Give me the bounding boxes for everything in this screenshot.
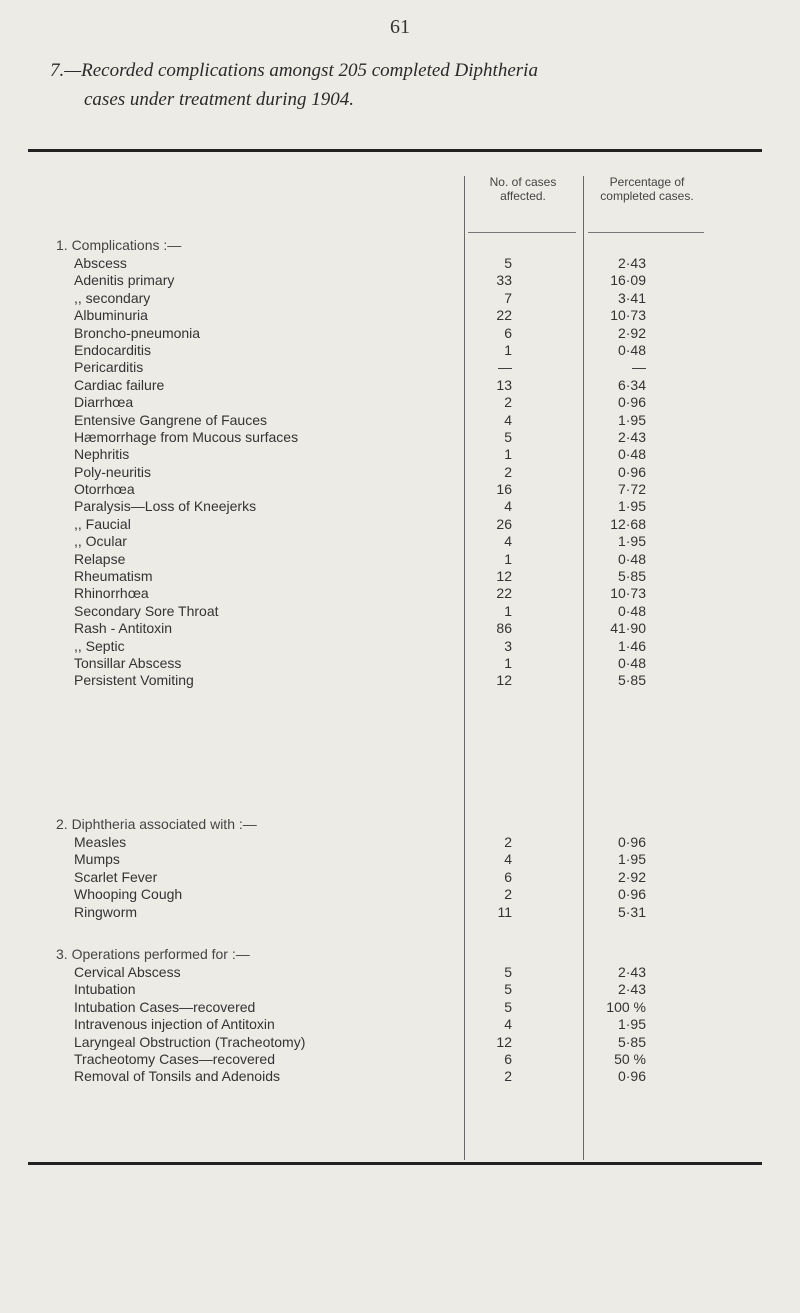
table-row (0, 359, 800, 376)
row-label: Secondary Sore Throat (74, 602, 219, 619)
header-percentage: Percentage of completed cases. (600, 175, 694, 203)
row-label: Endocarditis (74, 341, 152, 358)
table-row (0, 886, 800, 903)
row-percentage: 5·85 (617, 672, 646, 689)
row-percentage: 2·92 (617, 868, 646, 885)
row-label: Broncho-pneumonia (74, 324, 201, 341)
table-row (0, 851, 800, 868)
row-label: Paralysis—Loss of Kneejerks (74, 498, 257, 515)
row-percentage: 0·96 (617, 886, 646, 903)
table-row (0, 272, 800, 289)
row-label: Tonsillar Abscess (74, 654, 182, 671)
table-row (0, 498, 800, 515)
row-cases: 11 (497, 903, 512, 920)
section-rows (0, 255, 800, 690)
row-label: Relapse (74, 550, 126, 567)
row-percentage: 0·96 (617, 834, 646, 850)
row-cases: 6 (504, 868, 512, 885)
table-row (0, 904, 800, 921)
row-label: Removal of Tonsils and Adenoids (74, 1068, 280, 1085)
table-row (0, 964, 800, 981)
row-percentage: 0·48 (617, 550, 646, 567)
table-row (0, 620, 800, 637)
row-label: Cardiac failure (74, 376, 165, 393)
row-label: Entensive Gangrene of Fauces (74, 411, 268, 428)
row-percentage: 1·46 (617, 637, 646, 654)
row-label: Laryngeal Obstruction (Tracheotomy) (74, 1033, 306, 1050)
section-title: 3. Operations performed for :— (56, 946, 250, 962)
row-label: Poly-neuritis (74, 463, 152, 480)
row-label: Hæmorrhage from Mucous surfaces (74, 428, 299, 445)
row-percentage: 10·73 (610, 307, 646, 324)
header-rule (468, 232, 576, 233)
table-row (0, 533, 800, 550)
table-row (0, 255, 800, 272)
table-row (0, 394, 800, 411)
row-label: ,, secondary (74, 289, 151, 306)
row-cases: 2 (504, 834, 512, 850)
row-cases: 2 (504, 886, 512, 903)
table-row (0, 1068, 800, 1085)
row-label: Persistent Vomiting (74, 672, 194, 689)
row-cases: 5 (504, 964, 512, 980)
row-percentage: 0·96 (617, 394, 646, 411)
row-label: Mumps (74, 851, 120, 868)
row-cases: 3 (504, 637, 512, 654)
row-percentage: 0·48 (617, 446, 646, 463)
row-cases: 5 (504, 998, 512, 1015)
row-percentage: 2·92 (617, 324, 646, 341)
table-row (0, 672, 800, 689)
row-cases: 5 (504, 428, 512, 445)
table-row (0, 1051, 800, 1068)
row-label: Rhinorrhœa (74, 585, 149, 602)
row-percentage: 3·41 (617, 289, 646, 306)
row-percentage: 7·72 (617, 481, 646, 498)
row-percentage: 0·48 (617, 654, 646, 671)
row-percentage: 5·85 (617, 1033, 646, 1050)
row-cases: 1 (504, 446, 512, 463)
table-row (0, 603, 800, 620)
row-cases: 12 (496, 1033, 512, 1050)
table-row (0, 446, 800, 463)
row-label: ,, Septic (74, 637, 125, 654)
table-row (0, 325, 800, 342)
row-label: Adenitis primary (74, 272, 175, 289)
row-cases: 4 (504, 851, 512, 868)
row-cases: 6 (504, 324, 512, 341)
row-percentage: 2·43 (617, 255, 646, 271)
row-cases: 86 (496, 620, 512, 637)
row-cases: 5 (504, 255, 512, 271)
row-percentage: 12·68 (610, 515, 646, 532)
row-label: Whooping Cough (74, 886, 183, 903)
row-label: ,, Faucial (74, 515, 131, 532)
row-cases: 16 (496, 481, 512, 498)
row-cases: — (498, 359, 512, 376)
row-percentage: 16·09 (610, 272, 646, 289)
row-percentage: 2·43 (617, 964, 646, 980)
table-row (0, 999, 800, 1016)
row-cases: 1 (504, 602, 512, 619)
row-cases: 22 (496, 585, 512, 602)
section-rows (0, 964, 800, 1086)
row-percentage: 0·96 (617, 463, 646, 480)
row-label: Intravenous injection of Antitoxin (74, 1016, 275, 1033)
row-percentage: 1·95 (617, 533, 646, 550)
top-rule (28, 149, 762, 152)
row-percentage: 5·31 (617, 903, 646, 920)
section-title: 2. Diphtheria associated with :— (56, 816, 257, 832)
row-label: Cervical Abscess (74, 964, 181, 980)
row-cases: 1 (504, 550, 512, 567)
table-row (0, 464, 800, 481)
page-number: 61 (390, 16, 410, 38)
title-line-2: cases under treatment during 1904. (84, 89, 355, 110)
row-label: Diarrhœa (74, 394, 134, 411)
row-cases: 4 (504, 411, 512, 428)
row-label: Nephritis (74, 446, 130, 463)
bottom-rule (28, 1162, 762, 1165)
row-label: Scarlet Fever (74, 868, 158, 885)
table-row (0, 412, 800, 429)
table-row (0, 981, 800, 998)
row-cases: 4 (504, 533, 512, 550)
row-label: Abscess (74, 255, 127, 271)
row-cases: 7 (504, 289, 512, 306)
row-percentage: 6·34 (617, 376, 646, 393)
table-row (0, 1034, 800, 1051)
table-row (0, 429, 800, 446)
table-row (0, 516, 800, 533)
row-cases: 12 (496, 672, 512, 689)
table-row (0, 307, 800, 324)
row-label: Otorrhœa (74, 481, 135, 498)
row-percentage: 2·43 (617, 428, 646, 445)
row-label: Measles (74, 834, 127, 850)
table-row (0, 481, 800, 498)
table-row (0, 638, 800, 655)
table-row (0, 377, 800, 394)
row-percentage: 100 % (606, 998, 646, 1015)
table-row (0, 655, 800, 672)
table-row (0, 551, 800, 568)
row-label: Rash - Antitoxin (74, 620, 173, 637)
row-percentage: 41·90 (610, 620, 646, 637)
row-cases: 6 (504, 1050, 512, 1067)
row-percentage: 5·85 (617, 568, 646, 585)
row-percentage: 0·48 (617, 602, 646, 619)
section-rows (0, 834, 800, 921)
row-cases: 4 (504, 498, 512, 515)
row-label: ,, Ocular (74, 533, 127, 550)
row-cases: 1 (504, 654, 512, 671)
table-title (50, 56, 790, 114)
row-label: Pericarditis (74, 359, 144, 376)
row-percentage: 0·96 (617, 1068, 646, 1085)
row-cases: 13 (496, 376, 512, 393)
row-percentage: 0·48 (617, 341, 646, 358)
row-percentage: 1·95 (617, 498, 646, 515)
row-cases: 33 (496, 272, 512, 289)
row-label: Intubation Cases—recovered (74, 998, 256, 1015)
table-row (0, 568, 800, 585)
row-percentage: 50 % (614, 1050, 646, 1067)
row-label: Tracheotomy Cases—recovered (74, 1050, 276, 1067)
row-percentage: — (632, 359, 646, 376)
table-row (0, 1016, 800, 1033)
section-title: 1. Complications :— (56, 237, 182, 253)
table-row (0, 869, 800, 886)
title-line-1: 7.—Recorded complications amongst 205 completed Diphtheria (50, 60, 538, 81)
row-percentage: 1·95 (617, 851, 646, 868)
row-percentage: 1·95 (617, 1016, 646, 1033)
row-cases: 22 (496, 307, 512, 324)
row-percentage: 2·43 (617, 981, 646, 998)
header-cases: No. of cases affected. (489, 175, 557, 203)
row-label: Ringworm (74, 903, 138, 920)
row-cases: 5 (504, 981, 512, 998)
row-cases: 1 (504, 341, 512, 358)
row-cases: 2 (504, 394, 512, 411)
row-cases: 26 (496, 515, 512, 532)
table-row (0, 834, 800, 851)
table-row (0, 585, 800, 602)
table-row (0, 290, 800, 307)
row-label: Rheumatism (74, 568, 153, 585)
row-percentage: 1·95 (617, 411, 646, 428)
header-rule (588, 232, 704, 233)
row-cases: 2 (504, 463, 512, 480)
row-label: Intubation (74, 981, 136, 998)
row-cases: 4 (504, 1016, 512, 1033)
row-cases: 12 (496, 568, 512, 585)
table-row (0, 342, 800, 359)
row-cases: 2 (504, 1068, 512, 1085)
row-label: Albuminuria (74, 307, 148, 324)
row-percentage: 10·73 (610, 585, 646, 602)
